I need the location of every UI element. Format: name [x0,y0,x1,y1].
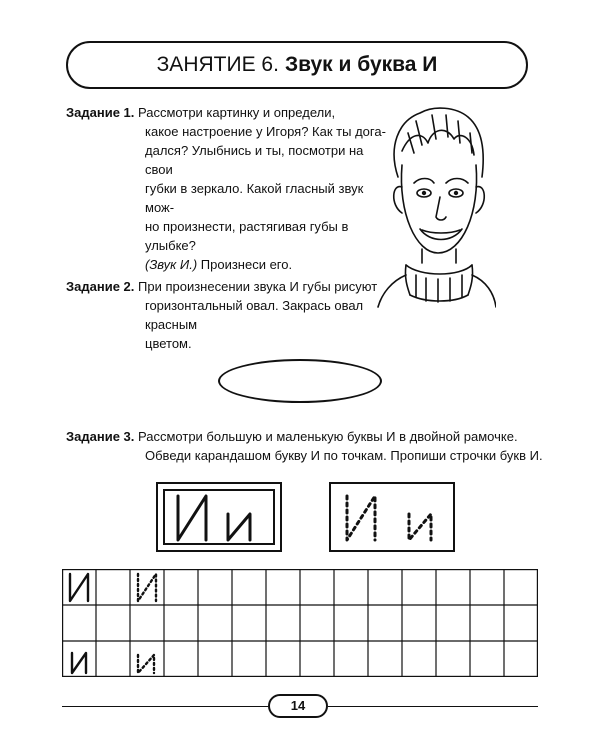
letter-big-i [178,496,206,540]
task-1-line: Рассмотри картинку и определи, [138,105,336,120]
dotted-sample-small-i [138,655,154,673]
footer-line-right [328,706,538,707]
dotted-letter-i-pair[interactable] [329,482,455,552]
task-1 [66,103,386,274]
task-2-line: При произнесении звука И губы рисуют [138,279,378,294]
task-2 [66,277,386,353]
page-number: 14 [268,694,328,718]
sample-big-i [70,574,88,601]
writing-grid[interactable] [62,569,538,677]
task-3-line: Обведи карандашом букву И по точкам. Пропиши строчки букв И. [145,448,543,463]
lip-oval[interactable] [218,359,382,403]
footer-line-left [62,706,268,707]
task-1-line: но произнести, растягивая губы в улыбке? [145,219,349,253]
double-frame [156,482,282,552]
dotted-sample-big-i [138,574,156,601]
lesson-title [66,41,528,89]
boy-illustration [376,103,496,308]
letter-i-pair [156,482,282,552]
dotted-letters-frame [329,482,455,552]
dotted-letter-small-i [409,514,431,540]
task-3-heading: Задание 3. [66,429,135,444]
task-1-note: (Звук И.) [145,257,198,272]
lesson-number: ЗАНЯТИЕ 6. [156,53,279,76]
task-1-line: какое настроение у Игоря? Как ты дога- [145,124,386,139]
task-2-heading: Задание 2. [66,279,135,294]
sample-small-i [72,653,86,673]
task-1-heading: Задание 1. [66,105,135,120]
task-1-tail: Произнеси его. [197,257,293,272]
dotted-letter-big-i [347,496,375,540]
task-1-line: губки в зеркало. Какой гласный звук мож- [145,181,364,215]
task-2-line: цветом. [145,336,192,351]
task-2-line: горизонтальный овал. Закрась овал красным [145,298,364,332]
lesson-topic: Звук и буква И [284,53,438,76]
task-3 [66,427,546,465]
task-1-line: дался? Улыбнись и ты, посмотри на свои [145,143,364,177]
page-footer [62,694,538,718]
task-3-line: Рассмотри большую и маленькую буквы И в двойной рамочке. [138,429,518,444]
letter-small-i [228,514,250,540]
